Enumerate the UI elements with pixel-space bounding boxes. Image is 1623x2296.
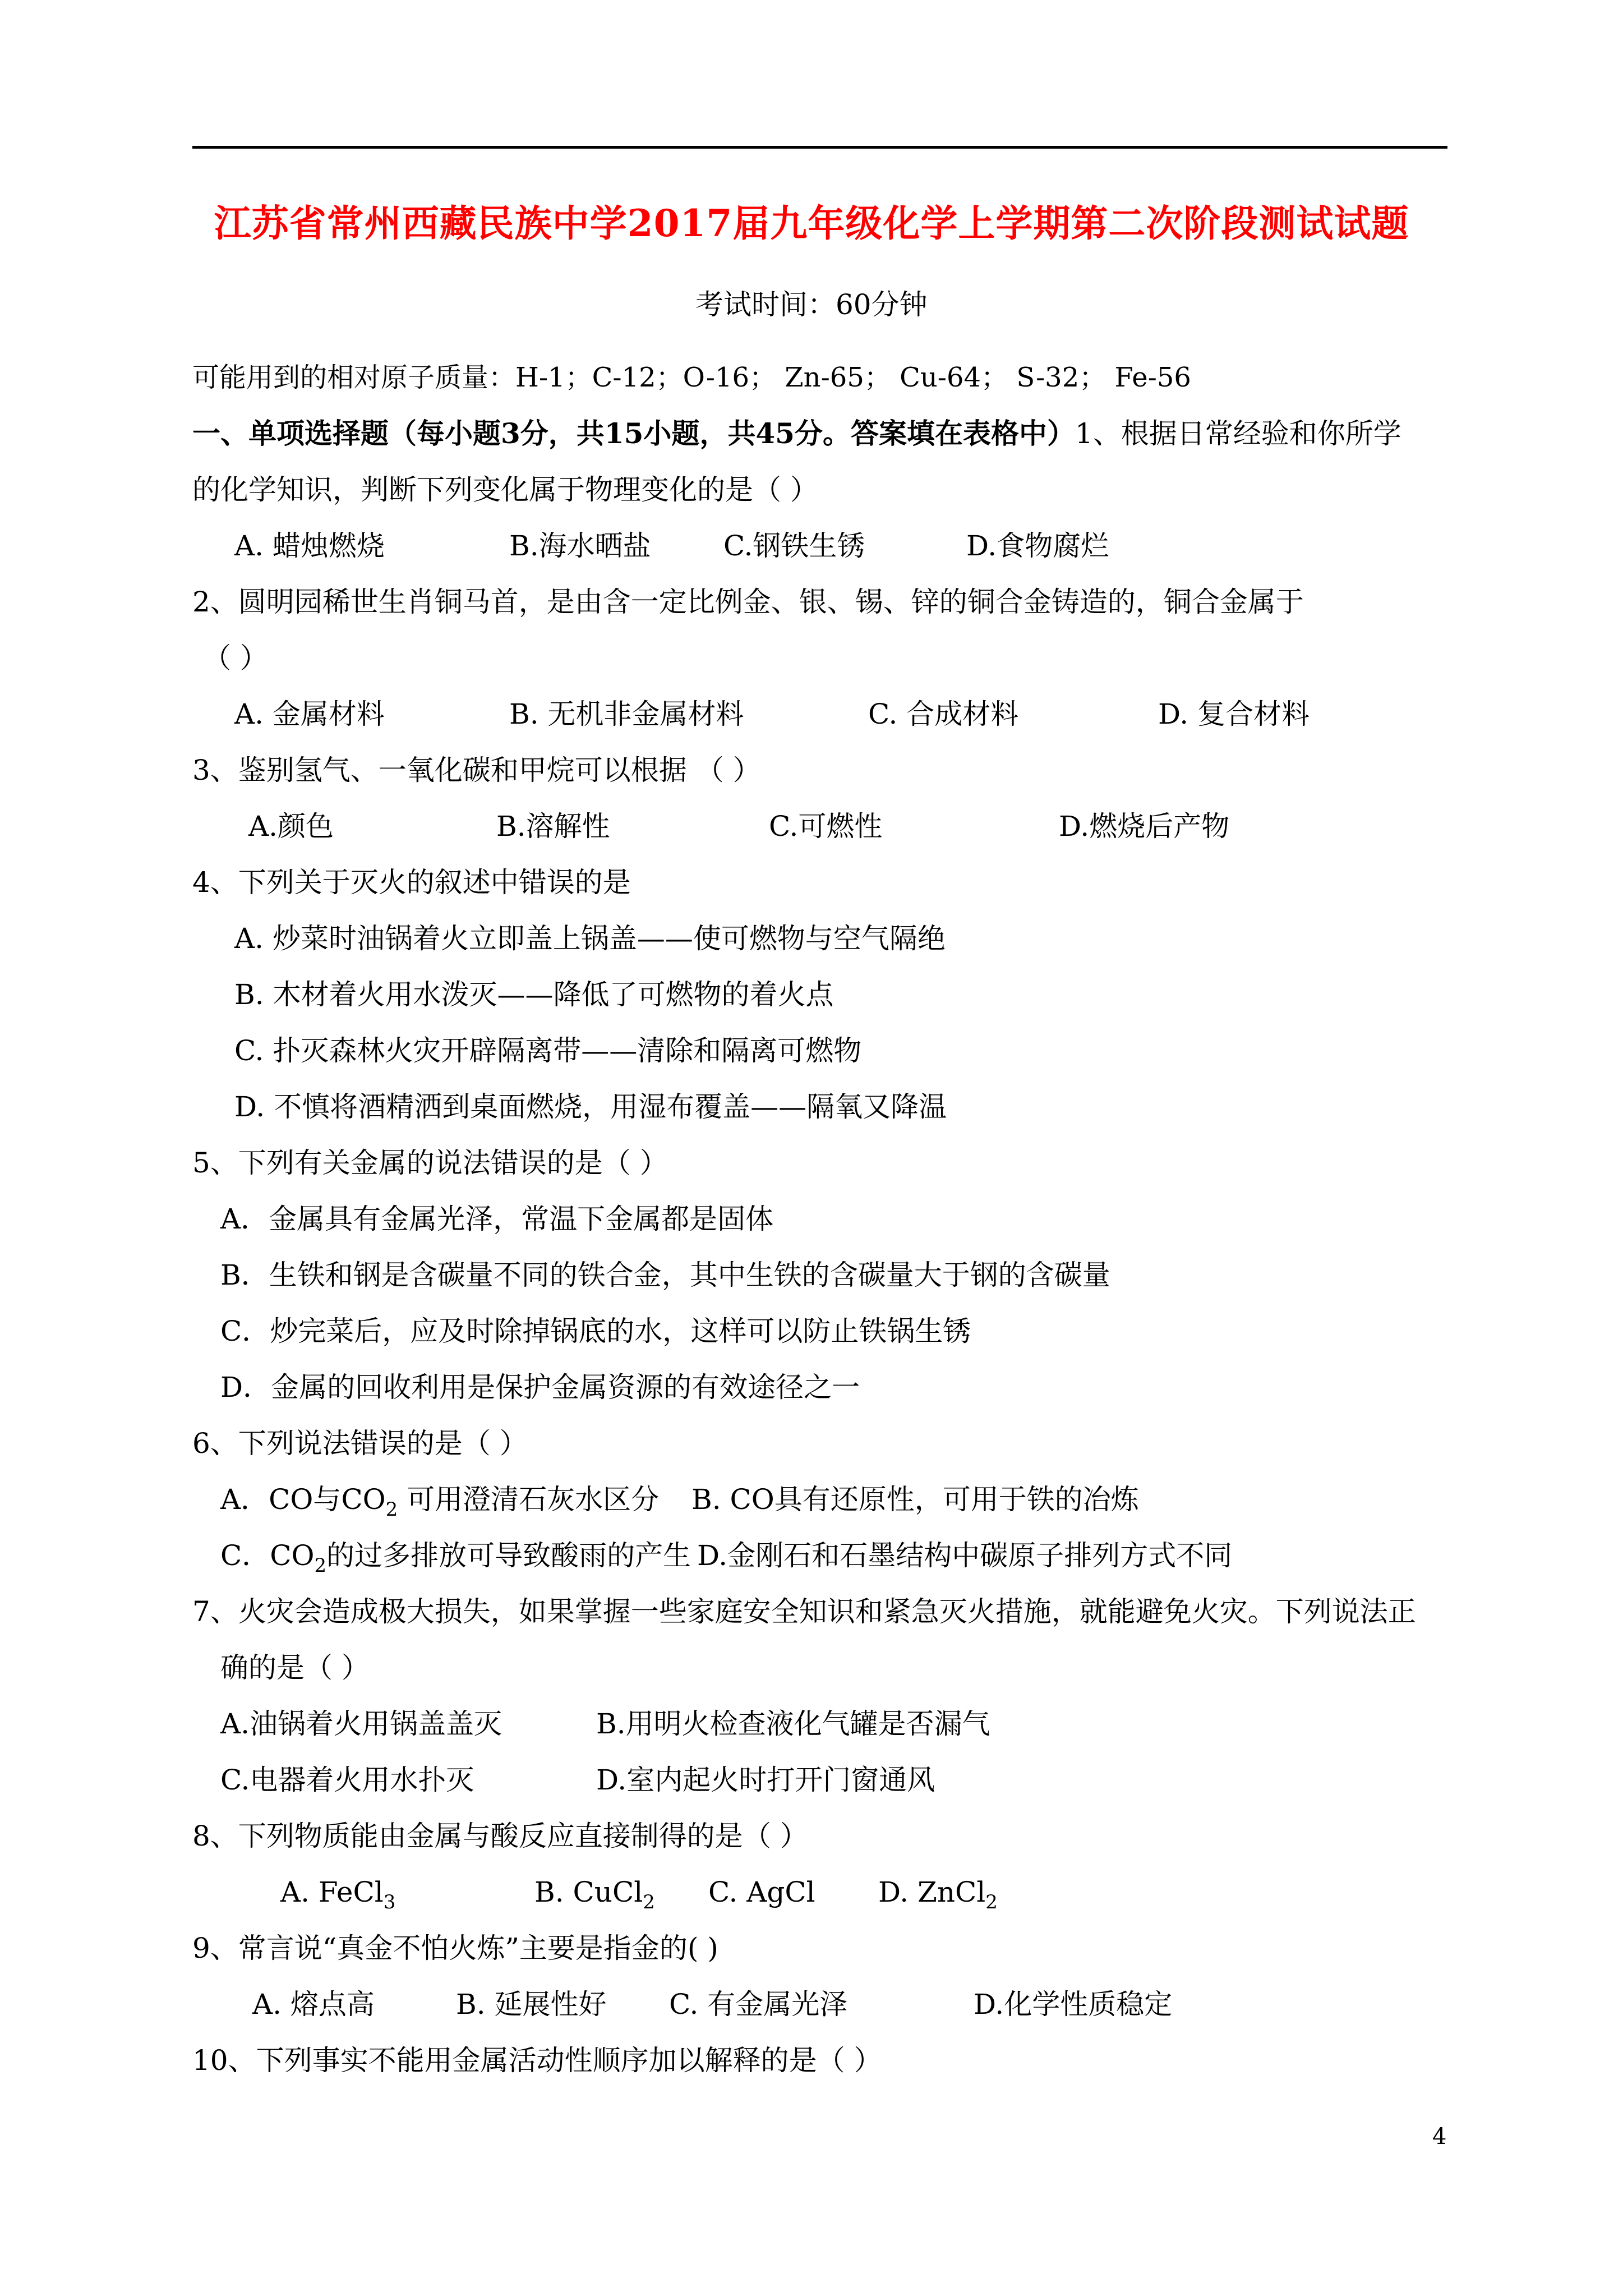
q4-text: 4、下列关于灭火的叙述中错误的是 [192, 866, 631, 899]
q4-option-c: C. 扑灭森林火灾开辟隔离带——清除和隔离可燃物 [234, 1034, 862, 1067]
q8-option-c: C. AgCl [708, 1876, 815, 1908]
q2-option-b: B. 无机非金属材料 [509, 698, 744, 730]
q1-option-c: C.钢铁生锈 [723, 530, 865, 562]
q4-option-b: B. 木材着火用水泼灭——降低了可燃物的着火点 [234, 978, 834, 1011]
q3-option-b: B.溶解性 [496, 810, 610, 843]
document-title: 江苏省常州西藏民族中学2017届九年级化学上学期第二次阶段测试试题 [214, 201, 1409, 245]
q3-option-a: A.颜色 [248, 810, 334, 843]
q1-option-b: B.海水晒盐 [509, 530, 651, 562]
page-number: 4 [1432, 2124, 1447, 2150]
q5-option-d: D．金属的回收利用是保护金属资源的有效途径之一 [220, 1371, 860, 1404]
q9-text: 9、常言说“真金不怕火炼”主要是指金的( ) [192, 1932, 718, 1964]
q1-continuation: 的化学知识，判断下列变化属于物理变化的是（ ） [192, 473, 818, 506]
atomic-mass-line: 可能用到的相对原子质量：H-1；C-12；O-16； Zn-65； Cu-64； S-32； Fe-56 [192, 362, 1191, 393]
q1-option-a: A. 蜡烛燃烧 [234, 530, 385, 562]
q5-option-b: B．生铁和钢是含碳量不同的铁合金，其中生铁的含碳量大于钢的含碳量 [220, 1259, 1110, 1291]
q9-option-b: B. 延展性好 [456, 1988, 607, 2021]
subscript: 2 [314, 1554, 327, 1577]
q6-option-c-post: 的过多排放可导致酸雨的产生 [326, 1539, 691, 1572]
q6-option-a-pre: A．CO与CO [220, 1483, 386, 1516]
q8-text: 8、下列物质能由金属与酸反应直接制得的是（ ） [192, 1820, 808, 1852]
q3-option-c: C.可燃性 [769, 810, 883, 843]
q8-option-d [878, 1875, 998, 1919]
subscript: 2 [985, 1891, 998, 1913]
subscript: 3 [383, 1891, 396, 1913]
q6-option-a [220, 1483, 659, 1526]
q4-option-d: D. 不慎将酒精洒到桌面燃烧，用湿布覆盖——隔氧又降温 [234, 1091, 947, 1123]
q5-text: 5、下列有关金属的说法错误的是（ ） [192, 1147, 668, 1179]
q5-option-c: C．炒完菜后，应及时除掉锅底的水，这样可以防止铁锅生锈 [220, 1315, 971, 1347]
q8-option-b [534, 1875, 655, 1919]
q2-option-d: D. 复合材料 [1158, 698, 1310, 730]
q4-option-a: A. 炒菜时油锅着火立即盖上锅盖——使可燃物与空气隔绝 [234, 922, 946, 955]
q6-option-d: D.金刚石和石墨结构中碳原子排列方式不同 [697, 1539, 1233, 1572]
q6-option-b: B. CO具有还原性，可用于铁的冶炼 [691, 1483, 1139, 1516]
q5-option-a: A．金属具有金属光泽，常温下金属都是固体 [220, 1203, 774, 1235]
q1-option-d: D.食物腐烂 [966, 530, 1109, 562]
q7-continuation: 确的是（ ） [220, 1651, 370, 1684]
q9-option-a: A. 熔点高 [252, 1988, 375, 2021]
q8-option-d-text: D. ZnCl [878, 1876, 986, 1908]
header-rule [192, 146, 1447, 149]
q8-option-a-text: A. FeCl [280, 1876, 384, 1908]
subscript: 2 [643, 1891, 655, 1913]
exam-time: 考试时间：60分钟 [695, 288, 928, 321]
q2-option-c: C. 合成材料 [868, 698, 1019, 730]
section-heading: 一、单项选择题（每小题3分，共15小题，共45分。答案填在表格中） [192, 417, 1075, 450]
q9-option-d: D.化学性质稳定 [974, 1988, 1173, 2021]
q2-option-a: A. 金属材料 [234, 698, 385, 730]
q3-text: 3、鉴别氢气、一氧化碳和甲烷可以根据 （ ） [192, 754, 761, 786]
q7-option-d: D.室内起火时打开门窗通风 [596, 1764, 935, 1796]
q1-start: 1、根据日常经验和你所学 [1075, 417, 1401, 450]
q3-option-d: D.燃烧后产物 [1059, 810, 1230, 843]
q6-option-c [220, 1539, 691, 1582]
q2-paren: （ ） [203, 642, 268, 674]
q6-option-a-post: 可用澄清石灰水区分 [398, 1483, 660, 1516]
q6-option-c-pre: C．CO [220, 1539, 315, 1572]
q10-text: 10、下列事实不能用金属活动性顺序加以解释的是（ ） [192, 2044, 882, 2077]
section-heading-line [192, 417, 1401, 450]
q8-option-b-text: B. CuCl [534, 1876, 643, 1908]
q7-option-b: B.用明火检查液化气罐是否漏气 [596, 1708, 990, 1740]
subscript: 2 [385, 1498, 398, 1521]
q6-text: 6、下列说法错误的是（ ） [192, 1427, 528, 1460]
q8-option-a [280, 1875, 395, 1919]
q7-option-a: A.油锅着火用锅盖盖灭 [220, 1708, 502, 1740]
q7-option-c: C.电器着火用水扑灭 [220, 1764, 474, 1796]
q7-text: 7、火灾会造成极大损失，如果掌握一些家庭安全知识和紧急灭火措施，就能避免火灾。下列说法正 [192, 1595, 1416, 1628]
q2-text: 2、圆明园稀世生肖铜马首，是由含一定比例金、银、锡、锌的铜合金铸造的，铜合金属于 [192, 586, 1304, 618]
q9-option-c: C. 有金属光泽 [669, 1988, 848, 2021]
